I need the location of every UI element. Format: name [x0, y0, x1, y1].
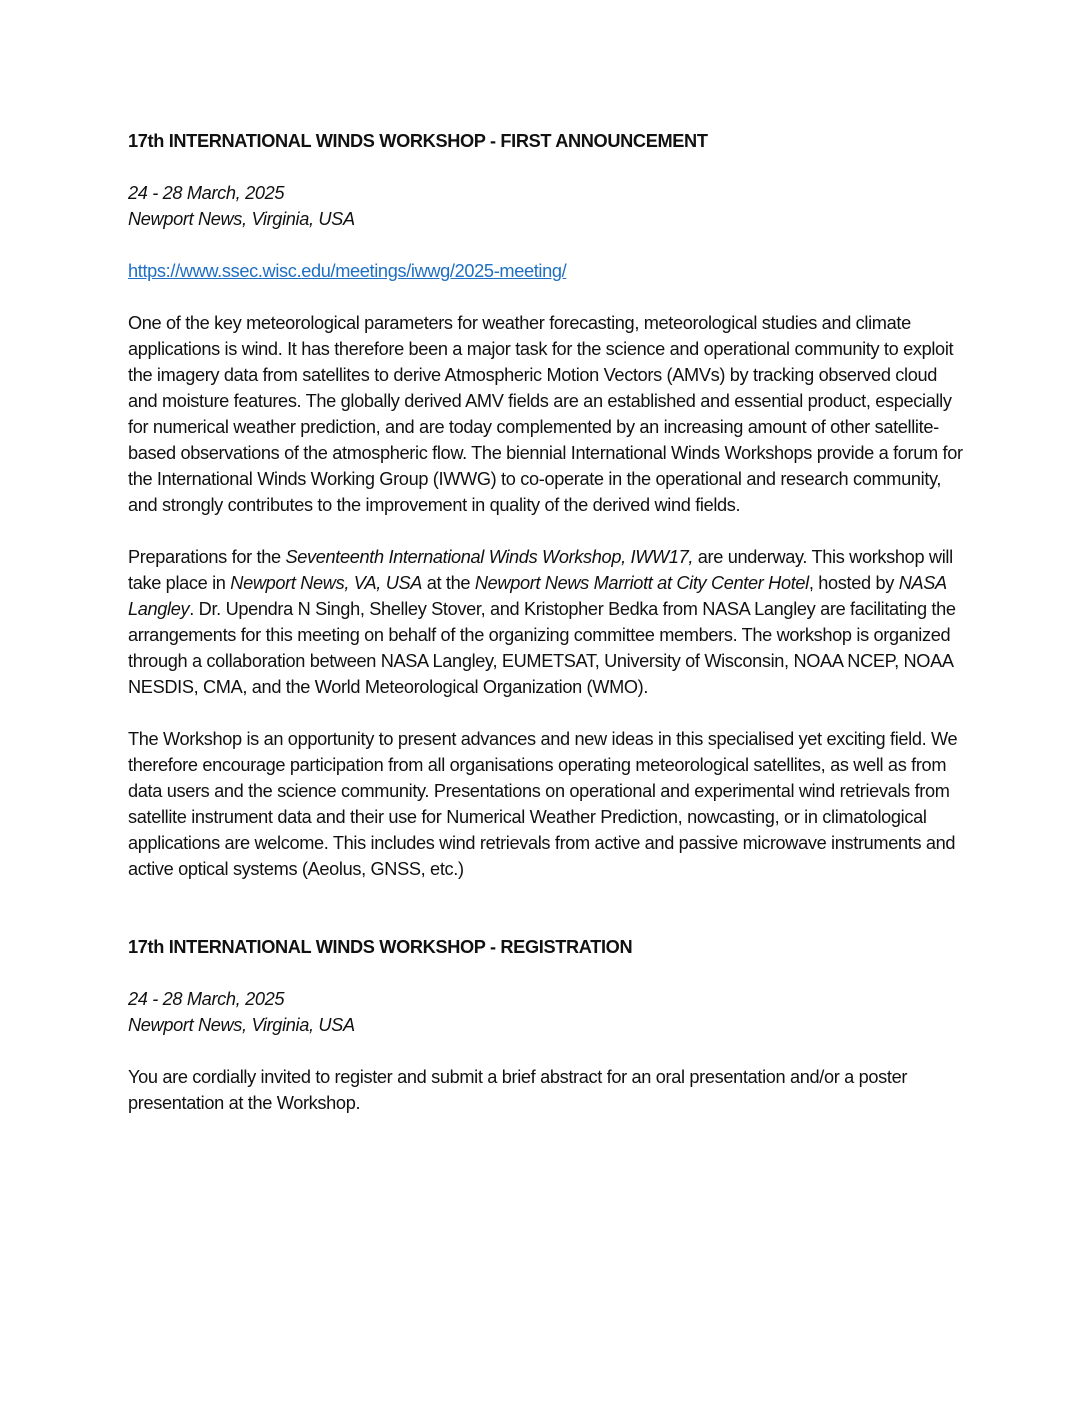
venue-hotel: Newport News Marriott at City Center Hotel — [474, 573, 809, 593]
text: . Dr. Upendra N Singh, Shelley Stover, and Kristopher Bedka from NASA Langley are facilitating the arrangements for this meeting on behalf of the organizing committee members. The workshop is organized through a collaboration between NASA Langley, EUMETSAT, University of Wisconsin, NOAA NCEP, NOAA NESDIS, CMA, and the World Meteorological Organization (WMO). — [128, 599, 956, 697]
text: are underway. This workshop will take place in — [128, 547, 953, 593]
venue-city: Newport News, VA, USA — [230, 573, 423, 593]
event-location: Newport News, Virginia, USA — [128, 209, 355, 229]
announcement-heading: 17th INTERNATIONAL WINDS WORKSHOP - FIRST ANNOUNCEMENT — [128, 131, 708, 151]
opportunity-paragraph: The Workshop is an opportunity to present advances and new ideas in this specialised yet exciting field. We therefore encourage participation from all organisations operating meteorological satellites, as well as from data users and the science community. Presentations on operational and experimental wind retrievals from satellite instrument data and their use for Numerical Weather Prediction, nowcasting, or in climatological applications are welcome. This includes wind retrievals from active and passive microwave instruments and active optical systems (Aeolus, GNSS, etc.) — [128, 729, 958, 879]
document-page — [128, 128, 968, 1116]
host: NASA Langley — [128, 573, 947, 619]
registration-heading: 17th INTERNATIONAL WINDS WORKSHOP - REGISTRATION — [128, 937, 633, 957]
registration-date: 24 - 28 March, 2025 — [128, 989, 285, 1009]
text: at the — [422, 573, 475, 593]
meeting-url-link[interactable]: https://www.ssec.wisc.edu/meetings/iwwg/2025-meeting/ — [128, 261, 567, 281]
intro-paragraph: One of the key meteorological parameters for weather forecasting, meteorological studies and climate applications is wind. It has therefore been a major task for the science and operational community to exploit the imagery data from satellites to derive Atmospheric Motion Vectors (AMVs) by tracking observed cloud and moisture features. The globally derived AMV fields are an established and essential product, especially for numerical weather prediction, and are today complemented by an increasing amount of other satellite-based observations of the atmospheric flow. The biennial International Winds Workshops provide a forum for the International Winds Working Group (IWWG) to co-operate in the operational and research community, and strongly contributes to the improvement in quality of the derived wind fields. — [128, 313, 963, 515]
event-date: 24 - 28 March, 2025 — [128, 183, 285, 203]
text: Preparations for the — [128, 547, 286, 567]
preparations-paragraph — [128, 544, 968, 700]
text: , hosted by — [808, 573, 899, 593]
workshop-name: Seventeenth International Winds Workshop, IWW17, — [285, 547, 694, 567]
registration-location: Newport News, Virginia, USA — [128, 1015, 355, 1035]
registration-paragraph: You are cordially invited to register and submit a brief abstract for an oral presentation and/or a poster presentation at the Workshop. — [128, 1067, 908, 1113]
